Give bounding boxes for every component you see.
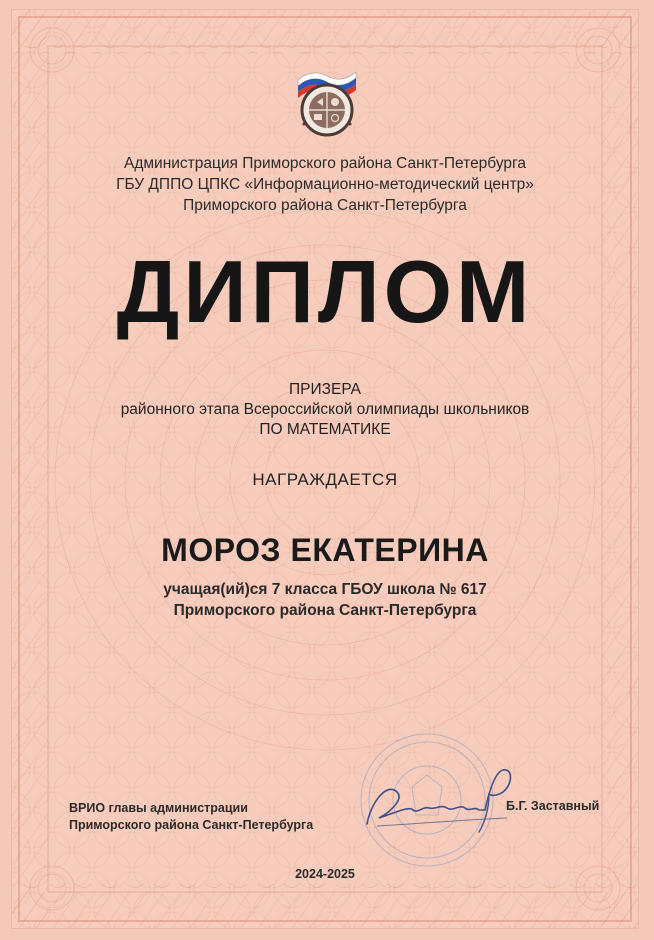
issuer-line-1: Администрация Приморского района Санкт-Петербурга	[124, 155, 526, 172]
issuer-block	[12, 153, 638, 216]
recipient-district-line: Приморского района Санкт-Петербурга	[173, 602, 477, 619]
signer-position-line-1: ВРИО главы администрации	[69, 801, 248, 815]
diploma-content	[12, 10, 638, 928]
award-description	[12, 380, 638, 440]
signer-position-line-2: Приморского района Санкт-Петербурга	[69, 818, 314, 832]
signer-name: Б.Г. Заставный	[506, 799, 600, 813]
olympiad-emblem-icon	[290, 62, 364, 140]
issuer-line-2: ГБУ ДППО ЦПКС «Информационно-методический центр»	[116, 176, 534, 193]
award-level: ПРИЗЕРА	[289, 381, 361, 398]
awarded-label: НАГРАЖДАЕТСЯ	[252, 470, 398, 489]
olympiad-subject: ПО МАТЕМАТИКЕ	[259, 421, 391, 438]
signer-position	[69, 800, 313, 834]
diploma-title: ДИПЛОМ	[116, 242, 534, 341]
recipient-class-line: учащая(ий)ся 7 класса ГБОУ школа № 617	[163, 581, 487, 598]
handwritten-signature	[357, 762, 527, 842]
issuer-line-3: Приморского района Санкт-Петербурга	[183, 197, 467, 214]
recipient-name: МОРОЗ ЕКАТЕРИНА	[161, 532, 489, 568]
diploma-paper	[12, 10, 638, 928]
recipient-school	[12, 579, 638, 621]
olympiad-stage: районного этапа Всероссийской олимпиады школьников	[120, 401, 530, 418]
academic-year: 2024-2025	[295, 867, 355, 881]
